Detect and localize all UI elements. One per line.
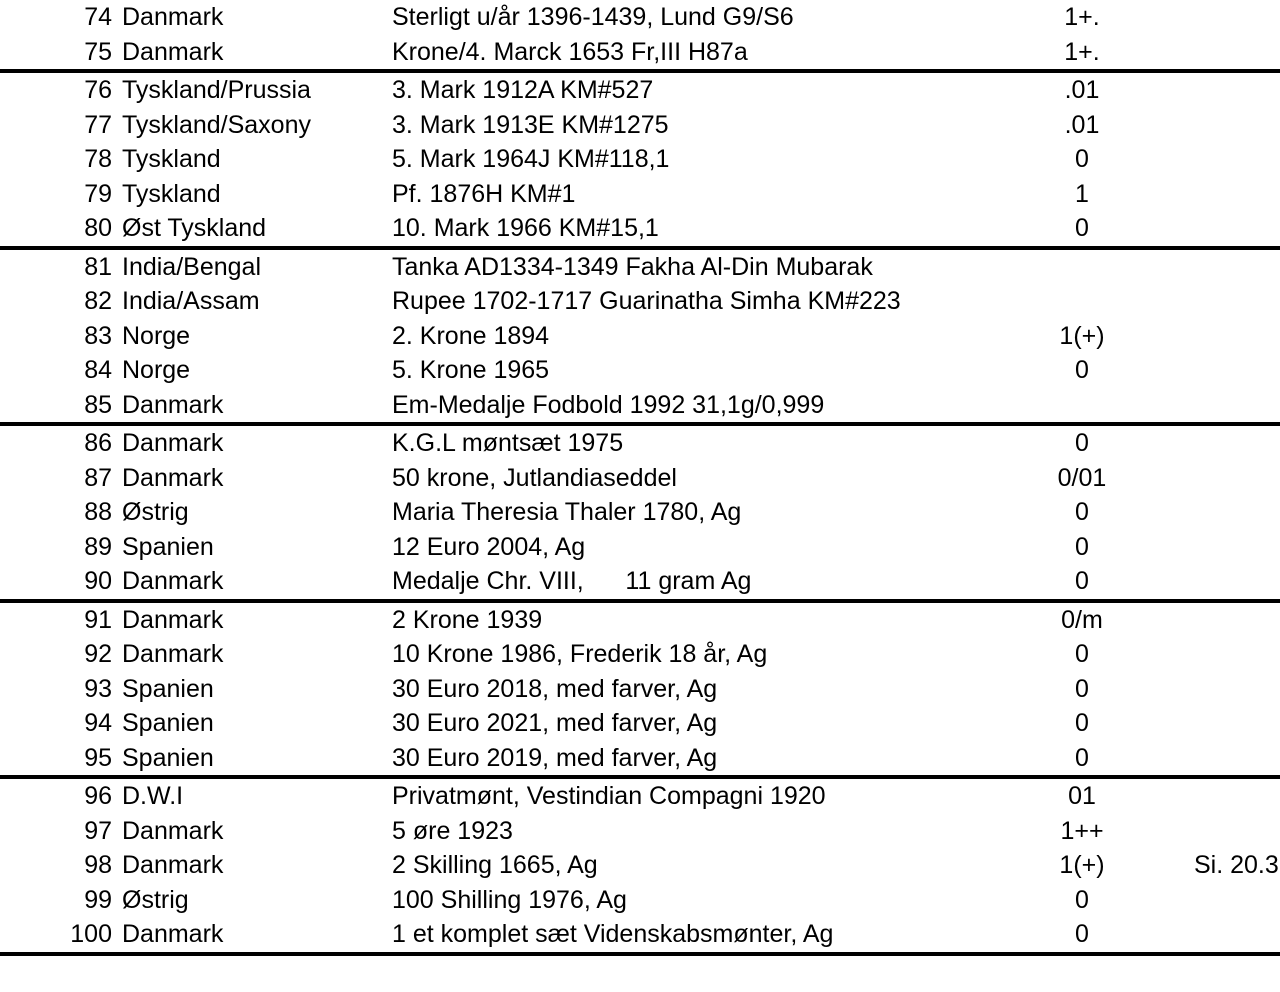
table-row: [0, 603, 1280, 638]
table-row: [0, 706, 1280, 741]
table-row: [0, 564, 1280, 599]
lot-country: Tyskland/Saxony: [122, 110, 311, 139]
lot-number: 81: [84, 252, 112, 281]
table-row: [0, 495, 1280, 530]
lot-grade: 01: [1068, 782, 1096, 810]
lot-country: Østrig: [122, 885, 189, 914]
lot-number: 90: [84, 567, 112, 595]
lot-description: 2 Krone 1939: [392, 605, 543, 634]
lot-description: 10. Mark 1966 KM#15,1: [392, 214, 659, 242]
lot-country: Danmark: [122, 567, 224, 595]
lot-number: 99: [84, 885, 112, 914]
lot-country: Danmark: [122, 390, 224, 419]
lot-description: K.G.L møntsæt 1975: [392, 429, 624, 457]
table-row: [0, 741, 1280, 776]
lot-grade: 0: [1075, 567, 1089, 595]
lot-country: Danmark: [122, 640, 224, 668]
table-row: [0, 319, 1280, 354]
lot-grade: 1++: [1060, 816, 1104, 845]
table-row: [0, 108, 1280, 143]
lot-country: Norge: [122, 321, 191, 350]
lot-description: Rupee 1702-1717 Guarinatha Simha KM#223: [392, 287, 901, 315]
table-row: [0, 284, 1280, 319]
lot-group: [0, 603, 1280, 780]
lot-group: [0, 779, 1280, 956]
lot-country: Danmark: [122, 37, 224, 66]
lot-number: 89: [84, 532, 112, 561]
lot-grade: 1+.: [1064, 37, 1100, 66]
lot-grade: 0/01: [1057, 463, 1107, 492]
lot-description: 5. Krone 1965: [392, 356, 550, 384]
lot-description: 5 øre 1923: [392, 816, 513, 845]
lot-number: 82: [84, 287, 112, 315]
page-bottom-margin: [0, 956, 1280, 992]
lot-description: 30 Euro 2018, med farver, Ag: [392, 674, 718, 703]
lot-country: Tyskland/Prussia: [122, 76, 311, 104]
lot-country: D.W.I: [122, 782, 184, 810]
lot-description: 2 Skilling 1665, Ag: [392, 851, 598, 879]
lot-note: Si. 20.3: [1194, 851, 1279, 879]
table-row: [0, 530, 1280, 565]
table-row: [0, 672, 1280, 707]
lot-grade: 0: [1075, 214, 1089, 242]
lot-grade: 1: [1075, 179, 1089, 208]
lot-number: 76: [84, 76, 112, 104]
table-row: [0, 35, 1280, 70]
lot-group: [0, 250, 1280, 427]
lot-country: Danmark: [122, 3, 224, 31]
lot-number: 93: [84, 674, 112, 703]
lot-grade: 0: [1075, 356, 1089, 384]
lot-country: Danmark: [122, 920, 224, 948]
lot-grade: 0: [1075, 429, 1089, 457]
lot-grade: .01: [1064, 76, 1100, 104]
lot-number: 92: [84, 640, 112, 668]
table-row: [0, 177, 1280, 212]
lot-number: 83: [84, 321, 112, 350]
lot-grade: 1+.: [1064, 3, 1100, 31]
lot-grade: 0/m: [1061, 605, 1103, 634]
lot-description: 3. Mark 1912A KM#527: [392, 76, 654, 104]
lot-description: 30 Euro 2021, med farver, Ag: [392, 709, 718, 737]
lot-number: 94: [84, 709, 112, 737]
lot-description: Tanka AD1334-1349 Fakha Al-Din Mubarak: [392, 252, 873, 281]
lot-number: 84: [84, 356, 112, 384]
lot-description: 30 Euro 2019, med farver, Ag: [392, 743, 718, 772]
lot-number: 79: [84, 179, 112, 208]
lot-grade: 0: [1075, 885, 1089, 914]
table-row: [0, 848, 1280, 883]
table-row: [0, 814, 1280, 849]
lot-country: Spanien: [122, 709, 214, 737]
lot-description: 10 Krone 1986, Frederik 18 år, Ag: [392, 640, 768, 668]
lot-description: Maria Theresia Thaler 1780, Ag: [392, 498, 742, 526]
lot-group: [0, 0, 1280, 73]
lot-country: India/Assam: [122, 287, 260, 315]
table-row: [0, 883, 1280, 918]
lot-country: Danmark: [122, 429, 224, 457]
table-row: [0, 917, 1280, 952]
lot-number: 100: [70, 920, 112, 948]
lot-description: 3. Mark 1913E KM#1275: [392, 110, 669, 139]
lot-country: Tyskland: [122, 179, 221, 208]
lot-number: 85: [84, 390, 112, 419]
lot-number: 91: [84, 605, 112, 634]
lot-group: [0, 426, 1280, 603]
lot-description: 100 Shilling 1976, Ag: [392, 885, 627, 914]
lot-number: 88: [84, 498, 112, 526]
lot-number: 95: [84, 743, 112, 772]
lot-grade: 0: [1075, 532, 1089, 561]
lot-description: 50 krone, Jutlandiaseddel: [392, 463, 677, 492]
lot-country: India/Bengal: [122, 252, 262, 281]
lot-description: Sterligt u/år 1396-1439, Lund G9/S6: [392, 3, 794, 31]
lot-description: 5. Mark 1964J KM#118,1: [392, 145, 670, 173]
lot-number: 74: [84, 3, 112, 31]
table-row: [0, 388, 1280, 423]
table-row: [0, 250, 1280, 285]
lot-description: Medalje Chr. VIII, 11 gram Ag: [392, 567, 752, 595]
lot-grade: 0: [1075, 743, 1089, 772]
lot-grade: 0: [1075, 640, 1089, 668]
lot-country: Øst Tyskland: [122, 214, 267, 242]
table-row: [0, 353, 1280, 388]
lot-number: 97: [84, 816, 112, 845]
lot-number: 86: [84, 429, 112, 457]
lot-grade: 0: [1075, 498, 1089, 526]
lot-number: 87: [84, 463, 112, 492]
lot-grade: 0: [1075, 674, 1089, 703]
lot-number: 75: [84, 37, 112, 66]
lot-country: Spanien: [122, 674, 214, 703]
lot-number: 77: [84, 110, 112, 139]
lot-country: Danmark: [122, 851, 224, 879]
table-row: [0, 73, 1280, 108]
table-row: [0, 637, 1280, 672]
table-row: [0, 211, 1280, 246]
lot-description: 2. Krone 1894: [392, 321, 550, 350]
lot-description: 12 Euro 2004, Ag: [392, 532, 586, 561]
lot-number: 96: [84, 782, 112, 810]
lot-grade: 0: [1075, 709, 1089, 737]
lot-country: Spanien: [122, 743, 214, 772]
lot-number: 78: [84, 145, 112, 173]
lot-number: 80: [84, 214, 112, 242]
lot-grade: 0: [1075, 145, 1089, 173]
lot-description: Pf. 1876H KM#1: [392, 179, 576, 208]
lot-number: 98: [84, 851, 112, 879]
lot-description: 1 et komplet sæt Videnskabsmønter, Ag: [392, 920, 834, 948]
table-row: [0, 779, 1280, 814]
lot-description: Privatmønt, Vestindian Compagni 1920: [392, 782, 826, 810]
lot-description: Em-Medalje Fodbold 1992 31,1g/0,999: [392, 390, 825, 419]
lot-country: Spanien: [122, 532, 214, 561]
lot-group: [0, 73, 1280, 250]
table-row: [0, 142, 1280, 177]
table-row: [0, 426, 1280, 461]
lot-description: Krone/4. Marck 1653 Fr,III H87a: [392, 37, 748, 66]
lot-country: Danmark: [122, 463, 224, 492]
lot-grade: 1(+): [1059, 851, 1105, 879]
lot-country: Danmark: [122, 605, 224, 634]
lot-grade: 0: [1075, 920, 1089, 948]
lot-country: Norge: [122, 356, 191, 384]
table-row: [0, 0, 1280, 35]
table-row: [0, 461, 1280, 496]
lot-grade: 1(+): [1059, 321, 1105, 350]
lot-grade: .01: [1064, 110, 1100, 139]
lot-country: Tyskland: [122, 145, 221, 173]
lot-country: Danmark: [122, 816, 224, 845]
lot-country: Østrig: [122, 498, 189, 526]
